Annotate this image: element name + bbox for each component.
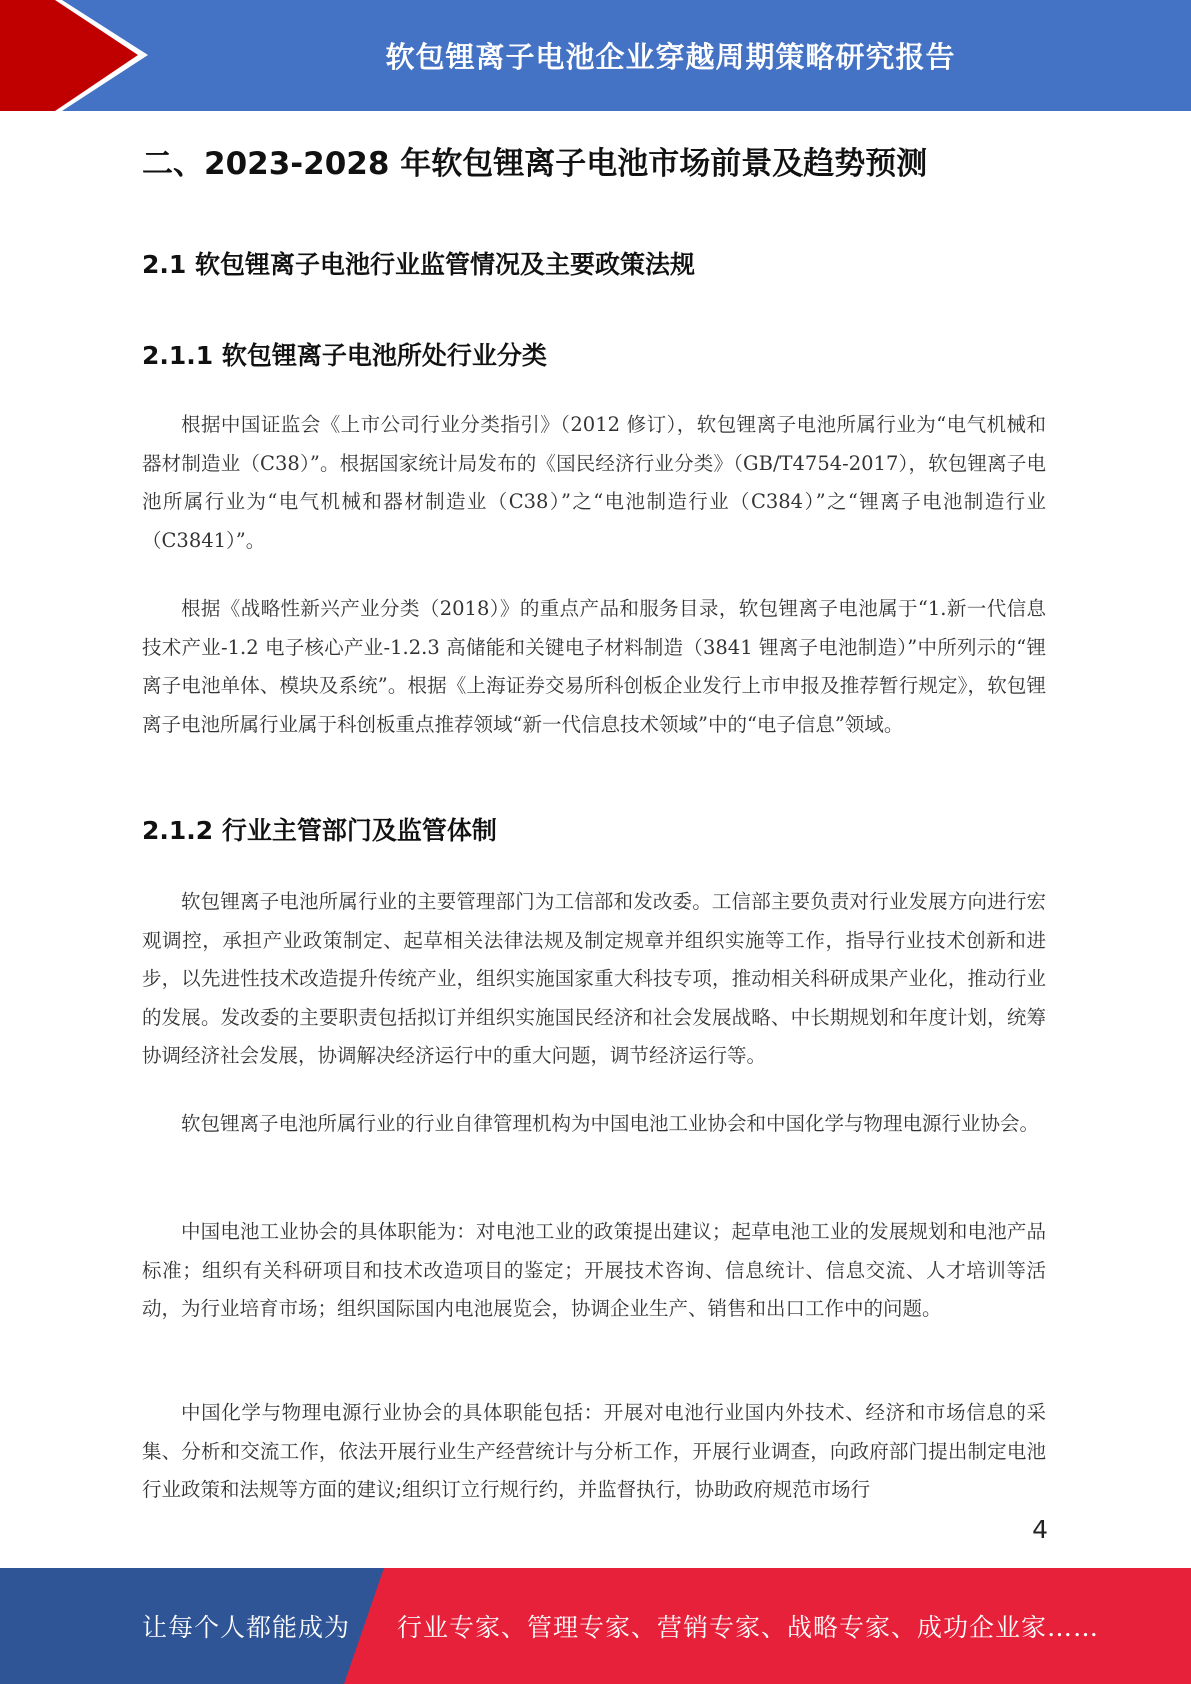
report-header-band xyxy=(0,0,1191,111)
subsection-heading: 2.1 软包锂离子电池行业监管情况及主要政策法规 xyxy=(142,250,695,279)
header-arrow-icon xyxy=(0,0,160,111)
footer-band xyxy=(0,1568,1191,1684)
paragraph: 根据中国证监会《上市公司行业分类指引》（2012 修订），软包锂离子电池所属行业为“电气机械和器材制造业（C38）”。根据国家统计局发布的《国民经济行业分类》（GB/T4754-2017），软包锂离子电池所属行业为“电气机械和器材制造业（C38）”之“电池制造行业（C384）”之“锂离子电池制造行业（C3841）”。 xyxy=(142,413,1046,552)
page-number: 4 xyxy=(1032,1515,1048,1544)
report-title: 软包锂离子电池企业穿越周期策略研究报告 xyxy=(385,40,956,74)
paragraph: 中国电池工业协会的具体职能为：对电池工业的政策提出建议；起草电池工业的发展规划和电池产品标准；组织有关科研项目和技术改造项目的鉴定；开展技术咨询、信息统计、信息交流、人才培训等活动，为行业培育市场；组织国际国内电池展览会，协调企业生产、销售和出口工作中的问题。 xyxy=(142,1220,1046,1320)
paragraph: 中国化学与物理电源行业协会的具体职能包括：开展对电池行业国内外技术、经济和市场信息的采集、分析和交流工作，依法开展行业生产经营统计与分析工作，开展行业调查，向政府部门提出制定电池行业政策和法规等方面的建议;组织订立行规行约，并监督执行，协助政府规范市场行 xyxy=(142,1401,1046,1501)
subsubsection-heading-2-1-2: 2.1.2 行业主管部门及监管体制 xyxy=(142,816,497,845)
section-heading: 二、2023-2028 年软包锂离子电池市场前景及趋势预测 xyxy=(142,146,928,182)
paragraph: 软包锂离子电池所属行业的行业自律管理机构为中国电池工业协会和中国化学与物理电源行业协会。 xyxy=(181,1112,1040,1135)
footer-slogan-left: 让每个人都能成为 xyxy=(142,1613,351,1642)
subsubsection-heading-2-1-1: 2.1.1 软包锂离子电池所处行业分类 xyxy=(142,341,547,370)
paragraph: 根据《战略性新兴产业分类（2018）》的重点产品和服务目录，软包锂离子电池属于“1.新一代信息技术产业-1.2 电子核心产业-1.2.3 高储能和关键电子材料制造（3841 锂离子电池制造）”中所列示的“锂离子电池单体、模块及系统”。根据《上海证券交易所科创板企业发行上市申报及推荐暂行规定》，软包锂离子电池所属行业属于科创板重点推荐领域“新一代信息技术领域”中的“电子信息”领域。 xyxy=(142,597,1046,736)
footer-slogan-right: 行业专家、管理专家、营销专家、战略专家、成功企业家…… xyxy=(397,1613,1100,1642)
paragraph: 软包锂离子电池所属行业的主要管理部门为工信部和发改委。工信部主要负责对行业发展方向进行宏观调控，承担产业政策制定、起草相关法律法规及制定规章并组织实施等工作，指导行业技术创新和进步，以先进性技术改造提升传统产业，组织实施国家重大科技专项，推动相关科研成果产业化，推动行业的发展。发改委的主要职责包括拟订并组织实施国民经济和社会发展战略、中长期规划和年度计划，统筹协调经济社会发展，协调解决经济运行中的重大问题，调节经济运行等。 xyxy=(142,890,1046,1067)
